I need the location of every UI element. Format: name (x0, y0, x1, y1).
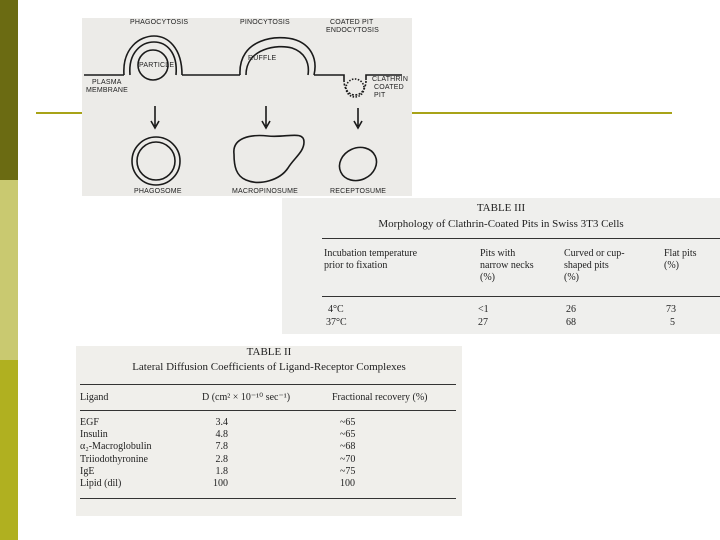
label-coated-pit: COATED PIT (330, 19, 374, 26)
accent-bar-middle (0, 180, 18, 360)
table-ii-cell: 3.4 (215, 417, 228, 428)
table-ii-cell: EGF (80, 417, 99, 428)
table-iii-header-narrow-necks: Pits with narrow necks (%) (480, 248, 534, 283)
label-pinocytosis: PINOCYTOSIS (240, 19, 290, 26)
table-ii-cell: 1.8 (215, 465, 228, 477)
table-ii-cell: α₂-Macroglobulin (80, 441, 152, 453)
table-ii-cell: ~75 (340, 465, 356, 477)
table-ii-header-ligand: Ligand (80, 392, 109, 403)
table-ii-col-ligand (80, 417, 152, 490)
table-ii-cell: Triiodothyronine (80, 453, 148, 465)
table-ii-bottom-rule (80, 498, 456, 499)
label-phagosome: PHAGOSOME (134, 188, 182, 195)
arrow-macropinosome (262, 106, 270, 128)
table-ii-cell: 7.8 (215, 441, 228, 453)
table-ii-cell: Insulin (80, 429, 108, 441)
label-ruffle: RUFFLE (248, 55, 277, 62)
accent-bar-top (0, 0, 18, 180)
table-iii-row1-temp: 4°C (328, 304, 344, 315)
table-iii-row1-narrow: <1 (478, 304, 489, 315)
table-ii-col-recovery (340, 417, 355, 490)
table-iii-header-temperature: Incubation temperature prior to fixation (324, 248, 418, 271)
table-iii-subtitle: Morphology of Clathrin-Coated Pits in Swiss 3T3 Cells (378, 218, 624, 230)
table-ii-top-rule (80, 384, 456, 385)
table-ii-header-rule (80, 410, 456, 411)
table-ii-col-d (202, 417, 228, 490)
label-phagocytosis: PHAGOCYTOSIS (130, 19, 189, 26)
table-ii-cell: 2.8 (215, 453, 228, 465)
phagosome-shape (132, 137, 180, 185)
arrow-receptosome (354, 108, 362, 128)
label-coated: COATED (374, 84, 404, 91)
table-ii-cell: ~70 (340, 453, 356, 465)
table-iii-row1-curved: 26 (566, 304, 576, 315)
table-ii-cell: 100 (213, 478, 228, 490)
table-ii-cell: ~68 (340, 441, 356, 453)
table-iii-row2-narrow: 27 (478, 317, 488, 328)
table-ii (76, 346, 462, 516)
table-ii-cell: 4.8 (215, 429, 228, 441)
label-particle: PARTICLE (139, 62, 175, 69)
arrow-phagosome (151, 106, 159, 128)
table-ii-title: TABLE II (246, 346, 292, 358)
table-ii-cell: IgE (80, 465, 95, 477)
table-iii-row2-flat: 5 (670, 317, 675, 328)
table-iii-row2-temp: 37°C (326, 317, 347, 328)
table-ii-header-d: D (cm² × 10⁻¹⁰ sec⁻¹) (202, 392, 291, 403)
label-endocytosis: ENDOCYTOSIS (326, 27, 380, 34)
table-ii-cell: ~65 (340, 417, 356, 428)
table-ii-cell: ~65 (340, 429, 356, 441)
table-iii-row1-flat: 73 (666, 304, 676, 315)
table-iii-title: TABLE III (476, 202, 526, 214)
table-iii (282, 198, 720, 334)
table-iii-top-rule (322, 238, 720, 239)
accent-bar-bottom (0, 360, 18, 540)
endocytosis-diagram (82, 18, 412, 196)
label-receptosome: RECEPTOSUME (330, 188, 387, 195)
macropinosome-shape (234, 135, 304, 182)
table-ii-cell: 100 (340, 478, 355, 490)
table-iii-header-curved: Curved or cup- shaped pits (%) (564, 248, 625, 283)
label-macropinosome: MACROPINOSUME (232, 188, 298, 195)
table-ii-cell: Lipid (dil) (80, 478, 122, 490)
table-ii-header-recovery: Fractional recovery (%) (332, 392, 428, 403)
label-clathrin: CLATHRIN (372, 76, 409, 83)
table-ii-subtitle: Lateral Diffusion Coefficients of Ligand-Receptor Complexes (132, 361, 406, 373)
table-iii-header-rule (322, 296, 720, 297)
diagram-drawing (82, 18, 412, 196)
label-membrane: MEMBRANE (86, 87, 129, 94)
label-plasma: PLASMA (92, 79, 122, 86)
table-iii-header-flat: Flat pits (%) (664, 248, 697, 271)
table-iii-row2-curved: 68 (566, 317, 576, 328)
plasma-membrane (84, 75, 402, 80)
receptosome-shape (334, 141, 382, 186)
label-pit: PIT (374, 92, 386, 99)
